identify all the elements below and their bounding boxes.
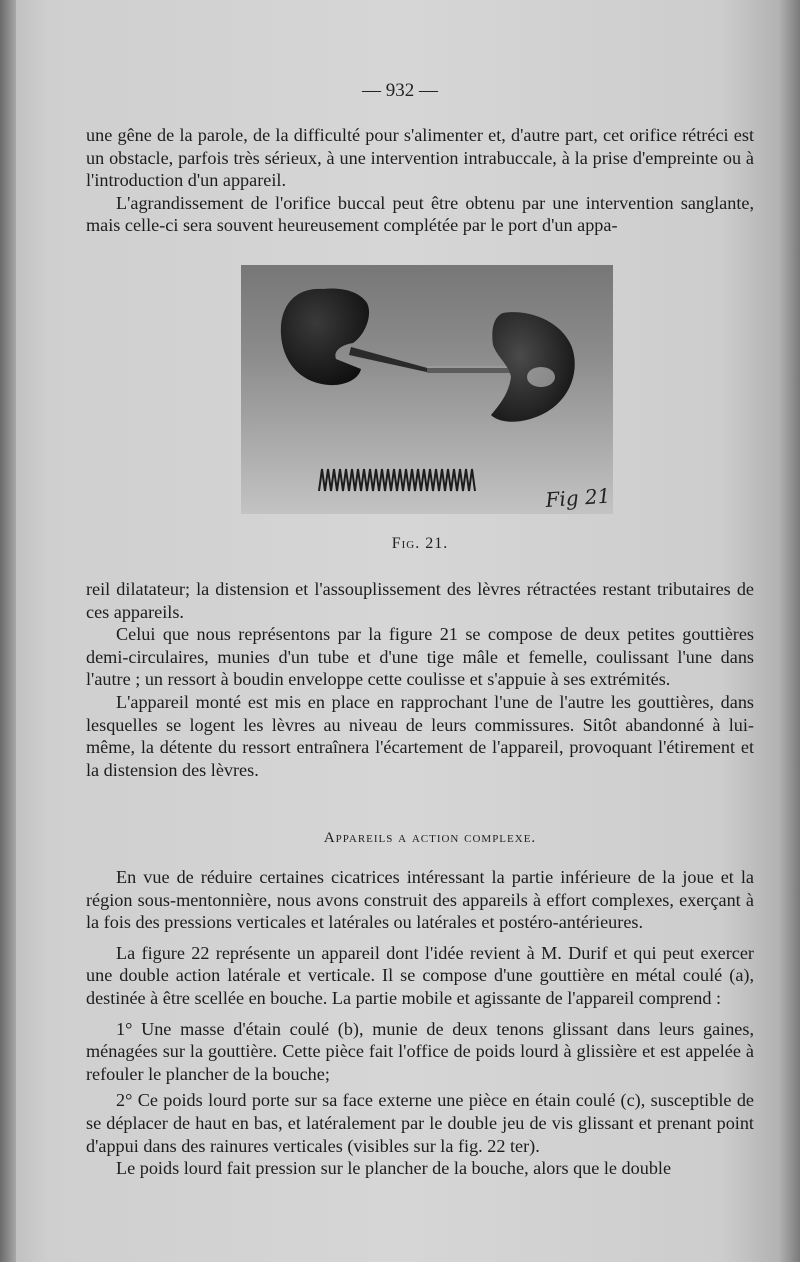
top-text-block (86, 124, 754, 237)
page-edge-shadow (778, 0, 800, 1262)
paragraph: En vue de réduire certaines cicatrices intéressant la partie inférieure de la joue et la région sous-mentonnière, nous avons construit des appareils à effort complexes, exerçant à la fois des pressions verticales et latérales ou latérales et postéro-antérieures. (86, 867, 754, 933)
coil-spring-shape (319, 469, 475, 491)
paragraph: une gêne de la parole, de la difficulté pour s'alimenter et, d'autre part, cet orifice rétréci est un obstacle, parfois très sérieux, à une intervention intrabuccale, à la prise d'empreinte ou à l'introduction d'un appareil. (86, 125, 754, 191)
section-heading: Appareils a action complexe. (323, 830, 537, 846)
reflection-highlight (527, 367, 555, 387)
paragraph: Celui que nous représentons par la figure 21 se compose de deux petites gouttières demi-circulaires, munies d'un tube et d'une tige mâle et femelle, coulissant l'une dans l'autre ; un ressort à boudin enveloppe cette coulisse et s'appuie à ses extrémités. (86, 624, 754, 690)
paragraph: 1° Une masse d'étain coulé (b), munie de deux tenons glissant dans leurs gaines, ménagées sur la gouttière. Cette pièce fait l'office de poids lourd à glissière et est appelée à refouler le plancher de la bouche; (86, 1018, 754, 1084)
paragraph: 2° Ce poids lourd porte sur sa face externe une pièce en étain coulé (c), susceptible de se déplacer de haut en bas, et latéralement par le double jeu de vis glissant et prenant point d'appui dans des rainures verticales (visibles sur la fig. 22 ter). (86, 1090, 754, 1156)
left-splint-shape (281, 289, 369, 386)
paragraph: reil dilatateur; la distension et l'assouplissement des lèvres rétractées restant tributaires de ces appareils. (86, 579, 754, 622)
male-rod-shape (349, 347, 431, 373)
figure-caption-number: 21. (425, 535, 449, 552)
page-number: — 932 — (362, 80, 438, 101)
paragraph: L'agrandissement de l'orifice buccal peut être obtenu par une intervention sanglante, mais celle-ci sera souvent heureusement complétée par le port d'un appa- (86, 192, 754, 236)
handwritten-figure-label: Fig 21 (544, 483, 612, 512)
paragraph: L'appareil monté est mis en place en rapprochant l'une de l'autre les gouttières, dans lesquelles se logent les lèvres au niveau de leurs commissures. Sitôt abandonné à lui-même, la détente du ressort entraînera l'écartement de l'appareil, provoquant l'étirement et la distension des lèvres. (86, 691, 754, 780)
figure-caption-prefix: Fig. (391, 535, 421, 552)
middle-text-block (86, 578, 754, 781)
tube-highlight (427, 366, 519, 368)
figure-photograph (241, 265, 613, 514)
page-gutter-shadow (0, 0, 16, 1262)
figure-caption (0, 535, 800, 553)
paragraph: Le poids lourd fait pression sur le plancher de la bouche, alors que le double (116, 1158, 672, 1179)
lower-text-block (86, 866, 754, 1180)
paragraph: La figure 22 représente un appareil dont l'idée revient à M. Durif et qui peut exercer une double action latérale et verticale. Il se compose d'une gouttière en métal coulé (a), destinée à être scellée en bouche. La partie mobile et agissante de l'appareil comprend : (86, 942, 754, 1008)
lip-dilator-device-image (241, 265, 613, 514)
